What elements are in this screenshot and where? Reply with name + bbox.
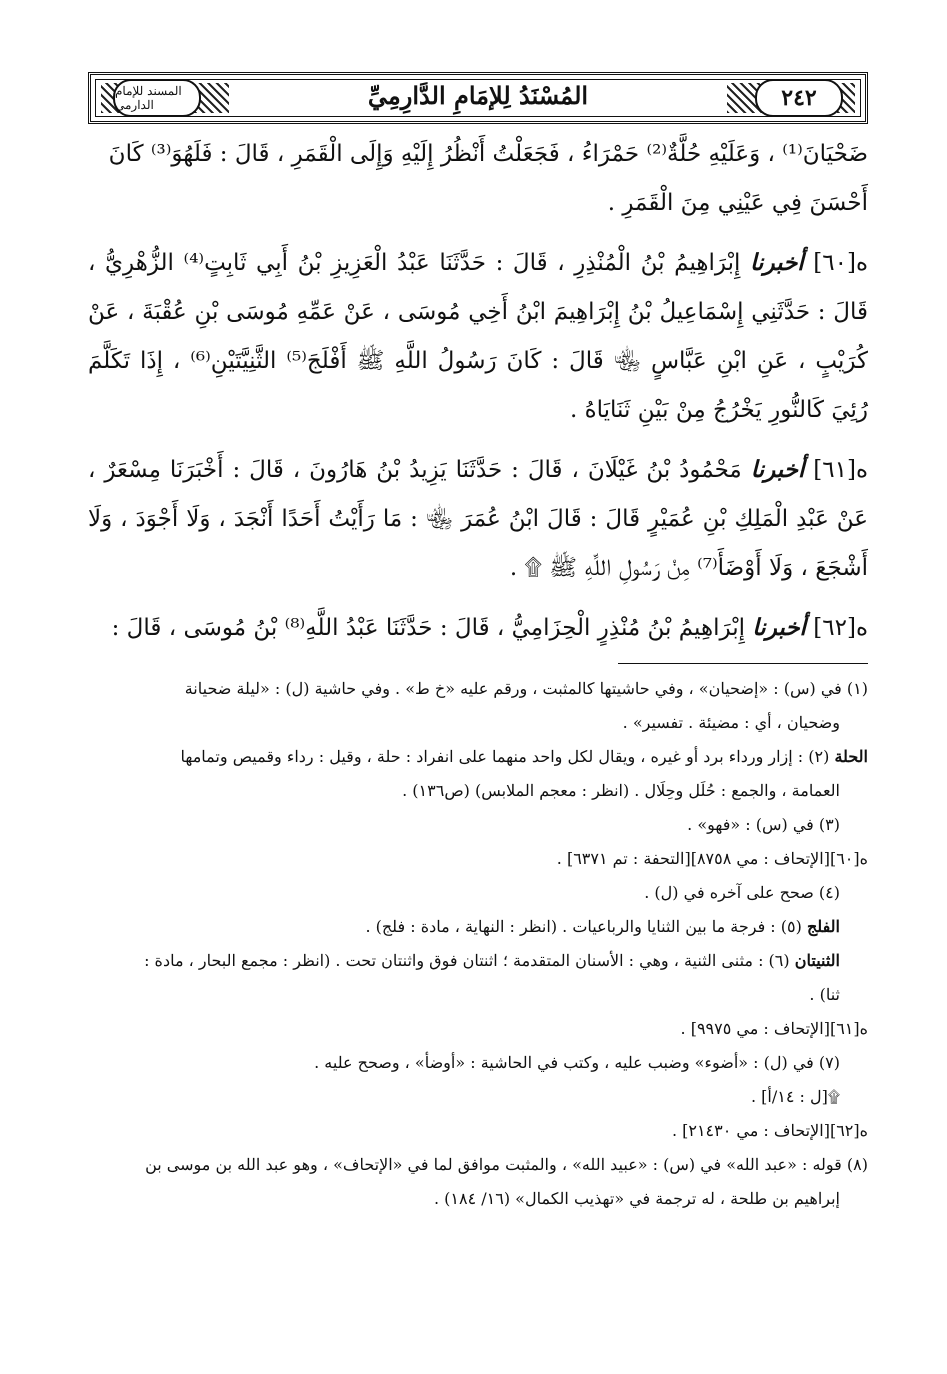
reference-62: ه[٦٢][الإتحاف : مي ٢١٤٣٠] . [671, 1121, 868, 1140]
footnote-1: (١) في (س) : «إضحيان» ، وفي حاشيتها كالمثبت ، ورقم عليه «خ ط» . وفي حاشية (ل) : «ليلة ضحيانة [184, 679, 868, 698]
hadith-number: ه[٦٠] [813, 250, 869, 276]
footnote-text: (٦) : مثنى الثنية ، وهي : الأسنان المتقدمة ؛ اثنتان فوق واثنتان تحت . (انظر : مجمع البحار ، مادة : [144, 951, 790, 970]
footnote-4: (٤) صحح على آخره في (ل) . [644, 883, 840, 902]
intro-line-1: ضَحْيَانَ⁽¹⁾ ، وَعَلَيْهِ حُلَّةٌ⁽²⁾ حَمْرَاءُ ، فَجَعَلْتُ أَنْظُرُ إِلَيْهِ وَإِلَى الْقَمَرِ ، قَالَ : فَلَهُوَ⁽³⁾ كَانَ [108, 141, 868, 167]
footnote-text: (٥) : فرجة ما بين الثنايا والرباعيات . (انظر : النهاية ، مادة : فلج) . [365, 917, 802, 936]
hadith-keyword: أخبرنا [750, 456, 805, 483]
hadith-number: ه[٦١] [813, 457, 869, 483]
footnote-text: (٢) : إزار ورداء برد أو غيره ، ويقال لكل واحد منهما على انفراد : حلة ، وقيل : رداء وقميص وتمامها [180, 747, 830, 766]
hadith-number: ه[٦٢] [813, 615, 868, 641]
main-text [88, 130, 868, 653]
logo-text: المسند للإمام الدارمي [115, 84, 182, 112]
hadith-61 [88, 445, 868, 593]
hadith-keyword: أخبرنا [752, 614, 806, 641]
reference-60: ه[٦٠][الإتحاف : مي ٨٧٥٨][التحفة : تم ٦٣٧١] . [556, 849, 868, 868]
page-header [88, 72, 868, 124]
hadith-text: إِبْرَاهِيمُ بْنُ الْمُنْذِرِ ، قَالَ : حَدَّثَنَا عَبْدُ الْعَزِيزِ بْنُ أَبِي ثَابِتٍ⁽⁴⁾ الزُّهْرِيُّ ، قَالَ : حَدَّثَنِي إِسْمَاعِيلُ بْنُ إِبْرَاهِيمَ ابْنُ أَخِي مُوسَى ، عَنْ عَمِّهِ مُوسَى بْنِ عُقْبَةَ ، عَنْ كُرَيْبٍ ، عَنِ ابْنِ عَبَّاسٍ ﵄ قَالَ : كَانَ رَسُولُ اللَّهِ ﷺ أَفْلَجَ⁽⁵⁾ الثَّنِيَّتَيْنِ⁽⁶⁾ ، إِذَا تَكَلَّمَ رُئِيَ كَالنُّورِ يَخْرُجُ مِنْ بَيْنِ ثَنَايَاهُ . [88, 250, 869, 423]
footnotes [88, 672, 868, 1216]
hadith-keyword: أخبرنا [750, 249, 804, 276]
footnote-3: (٣) في (س) : «فهو» . [687, 815, 840, 834]
page-number: ٢٤٢ [781, 85, 817, 111]
footnote-term: الفلج [806, 917, 840, 936]
footnote-term: الحلة [834, 747, 868, 766]
footnote-separator [618, 663, 868, 664]
paragraph-intro [88, 130, 868, 228]
footnote-6-cont: ثنا) . [809, 985, 840, 1004]
page-title: المُسْنَدُ لِلإمَامِ الدَّارِمِيِّ [356, 81, 600, 110]
page-number-badge [755, 79, 843, 117]
footnote-6 [88, 944, 868, 978]
footnote-1-cont: وضحيان ، أي : مضيئة . تفسير» . [622, 713, 840, 732]
manuscript-reference: ۩[ل : ١٤/أ] . [750, 1087, 840, 1106]
footnote-5 [88, 910, 868, 944]
footnote-8-cont: إبراهيم بن طلحة ، له ترجمة في «تهذيب الكمال» (١٦/ ١٨٤) . [433, 1189, 840, 1208]
hadith-text: مَحْمُودُ بْنُ غَيْلَانَ ، قَالَ : حَدَّثَنَا يَزِيدُ بْنُ هَارُونَ ، قَالَ : أَخْبَرَنَا مِسْعَرٌ ، عَنْ عَبْدِ الْمَلِكِ بْنِ عُمَيْرٍ قَالَ : قَالَ ابْنُ عُمَرَ ﵄ : مَا رَأَيْتُ أَحَدًا أَنْجَدَ ، وَلَا أَجْوَدَ ، وَلَا أَشْجَعَ ، وَلَا أَوْضَأَ⁽⁷⁾ مِنْ رَسُولِ اللَّهِ ﷺ ۩ . [88, 457, 868, 581]
page [88, 72, 868, 1216]
footnote-7: (٧) في (ل) : «أضوء» وضبب عليه ، وكتب في الحاشية : «أوضأ» ، وصحح عليه . [314, 1053, 840, 1072]
hadith-60 [88, 238, 868, 435]
footnote-2 [88, 740, 868, 774]
logo-badge [113, 79, 201, 117]
footnote-separator-wrap [88, 663, 868, 664]
intro-line-2: أَحْسَنَ فِي عَيْنِي مِنَ الْقَمَرِ . [607, 190, 868, 216]
footnote-8: (٨) قوله : «عبد الله» في (س) : «عبيد الله» ، والمثبت موافق لما في «الإتحاف» ، وهو عبد الله بن موسى بن [145, 1155, 868, 1174]
reference-61: ه[٦١][الإتحاف : مي ٩٩٧٥] . [680, 1019, 868, 1038]
footnote-term: الثنيتان [794, 951, 840, 970]
footnote-2-cont: العمامة ، والجمع : حُلَل وحِلَال . (انظر : معجم الملابس) (ص١٣٦) . [402, 781, 840, 800]
hadith-text: إِبْرَاهِيمُ بْنُ مُنْذِرٍ الْحِزَامِيُّ ، قَالَ : حَدَّثَنَا عَبْدُ اللَّهِ⁽⁸⁾ بْنُ مُوسَى ، قَالَ : [111, 615, 745, 641]
hadith-62 [88, 603, 868, 653]
